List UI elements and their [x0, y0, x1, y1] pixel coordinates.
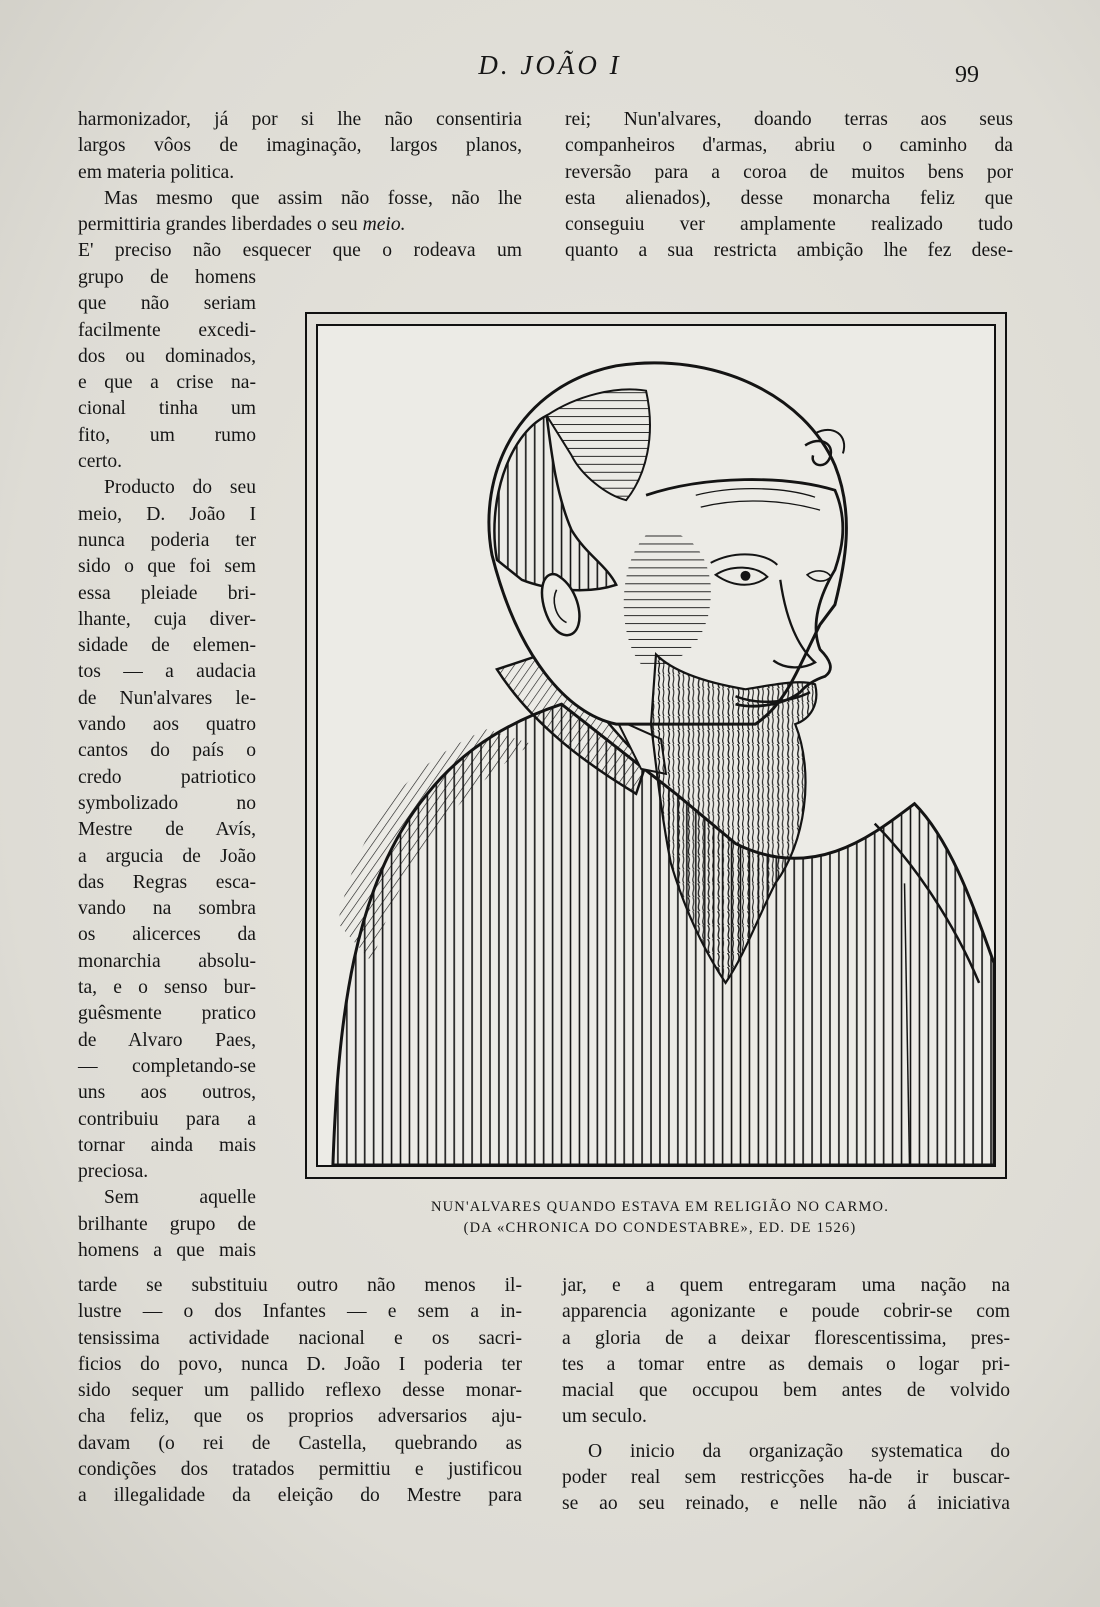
text-line: davam (o rei de Castella, quebrando as: [78, 1432, 522, 1454]
text-line: certo.: [78, 451, 123, 473]
text-line: harmonizador, já por si lhe não consentiria: [78, 109, 522, 130]
text-line: ficios do povo, nunca D. João I poderia ter: [78, 1353, 522, 1375]
text-line: tos — a audacia: [78, 661, 256, 683]
text-line: quanto a sua restricta ambição lhe fez dese-: [565, 240, 1013, 262]
text-line: jar, e a quem entregaram uma nação na: [562, 1275, 1010, 1296]
text-line: um seculo.: [562, 1406, 647, 1428]
text-line: tes a tomar entre as demais o logar pri-: [562, 1353, 1010, 1375]
text-line: a argucia de João: [78, 845, 256, 867]
text-line: O inicio da organização systematica do: [588, 1440, 1010, 1462]
text-line: E' preciso não esquecer que o rodeava um: [78, 240, 522, 262]
text-line: em materia politica.: [78, 161, 235, 183]
text-line: largos vôos de imaginação, largos planos,: [78, 135, 522, 157]
text-line: Mas mesmo que assim não fosse, não lhe: [104, 187, 522, 209]
text-line: rei; Nun'alvares, doando terras aos seus: [565, 109, 1013, 130]
left-column-bottom: [78, 1273, 522, 1510]
text-line: dos ou dominados,: [78, 345, 256, 367]
text-line: preciosa.: [78, 1161, 149, 1183]
text-line: lustre — o dos Infantes — e sem a in-: [78, 1301, 522, 1323]
text-fragment: permittiria grandes liberdades o seu: [78, 214, 363, 236]
text-line: condições dos tratados permittiu e justificou: [78, 1459, 522, 1481]
text-line: das Regras esca-: [78, 871, 256, 893]
text-line: Mestre de Avís,: [78, 819, 256, 841]
text-line: symbolizado no: [78, 792, 256, 814]
text-line: sido sequer um pallido reflexo desse monar-: [78, 1380, 522, 1402]
text-line: brilhante grupo de: [78, 1213, 256, 1235]
text-line: apparencia agonizante e poude cobrir-se com: [562, 1301, 1010, 1323]
text-line: lhante, cuja diver-: [78, 608, 256, 630]
right-column-bottom: [562, 1273, 1010, 1518]
text-line: [78, 212, 522, 238]
text-line: meio, D. João I: [78, 503, 256, 525]
text-line: monarchia absolu-: [78, 950, 256, 972]
text-line: tarde se substituiu outro não menos il-: [78, 1275, 522, 1296]
text-line: e que a crise na-: [78, 372, 256, 394]
text-line: cional tinha um: [78, 398, 256, 420]
text-line: tornar ainda mais: [78, 1134, 256, 1156]
text-line: guêsmente pratico: [78, 1003, 256, 1025]
text-line: de Nun'alvares le-: [78, 687, 256, 709]
text-line: Sem aquelle: [104, 1187, 256, 1209]
figure-caption: [380, 1197, 940, 1239]
left-column-top: [78, 107, 522, 265]
text-line: a illegalidade da eleição do Mestre para: [78, 1485, 522, 1507]
text-line: credo patriotico: [78, 766, 256, 788]
text-line: cha feliz, que os proprios adversarios aju-: [78, 1406, 522, 1428]
text-line: esta alienados), desse monarcha feliz que: [565, 187, 1013, 209]
text-line: facilmente excedi-: [78, 319, 256, 341]
caption-source-line: (DA «CHRONICA DO CONDESTABRE», ED. DE 1526): [463, 1220, 857, 1236]
text-line: fito, um rumo: [78, 424, 256, 446]
text-line: que não seriam: [78, 293, 256, 315]
text-line: nunca poderia ter: [78, 529, 256, 551]
caption-line: NUN'ALVARES QUANDO ESTAVA EM RELIGIÃO NO CARMO.: [430, 1199, 890, 1215]
text-line: vando na sombra: [78, 898, 256, 920]
text-line: de Alvaro Paes,: [78, 1029, 256, 1051]
right-column-top: [565, 107, 1013, 265]
text-line: contribuiu para a: [78, 1108, 256, 1130]
text-line: poder real sem restricções ha-de ir buscar-: [562, 1467, 1010, 1489]
text-line: os alicerces da: [78, 924, 256, 946]
page-number: 99: [955, 62, 979, 88]
text-line: ta, e o senso bur-: [78, 977, 256, 999]
text-line: macial que occupou bem antes de volvido: [562, 1380, 1010, 1402]
text-line: vando aos quatro: [78, 714, 256, 736]
text-line: essa pleiade bri-: [78, 582, 256, 604]
text-line: tensissima actividade nacional e os sacri-: [78, 1327, 522, 1349]
monk-portrait-illustration: [318, 326, 994, 1165]
left-column-narrow: [78, 265, 256, 1264]
text-line: Producto do seu: [104, 477, 256, 499]
text-line: sido o que foi sem: [78, 556, 256, 578]
text-line: — completando-se: [78, 1055, 256, 1077]
emphasis: meio.: [362, 214, 406, 236]
running-title: D. JOÃO I: [478, 50, 622, 80]
text-line: cantos do país o: [78, 740, 256, 762]
text-line: reversão para a coroa de muitos bens por: [565, 161, 1013, 183]
text-line: se ao seu reinado, e nelle não á iniciativa: [562, 1493, 1010, 1515]
text-line: uns aos outros,: [78, 1082, 256, 1104]
portrait-figure: [305, 312, 1007, 1179]
portrait-engraving: [316, 324, 996, 1167]
text-line: companheiros d'armas, abriu o caminho da: [565, 135, 1013, 157]
text-line: sidade de elemen-: [78, 635, 256, 657]
text-line: conseguiu ver amplamente realizado tudo: [565, 214, 1013, 236]
text-line: grupo de homens: [78, 267, 256, 288]
text-line: a gloria de a deixar florescentissima, pres-: [562, 1327, 1010, 1349]
text-line: homens a que mais: [78, 1239, 256, 1261]
